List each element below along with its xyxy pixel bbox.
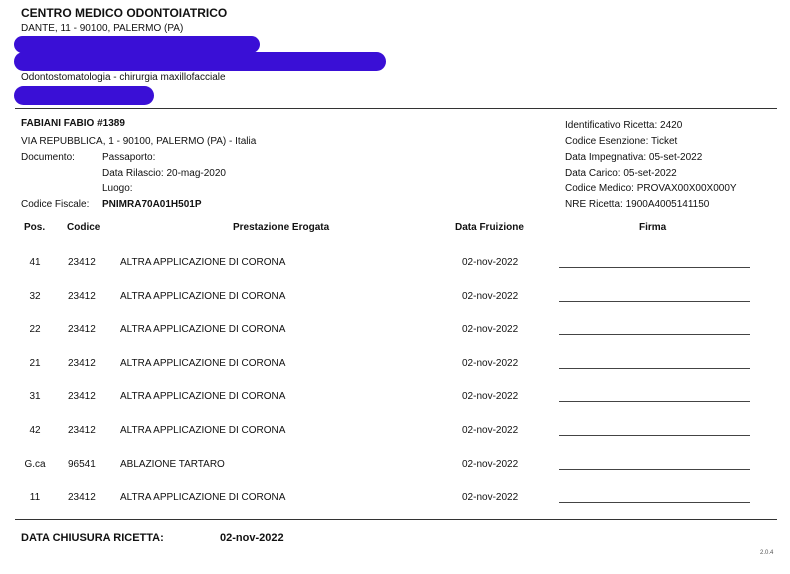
row-pos: 32 xyxy=(29,291,41,302)
row-date: 02-nov-2022 xyxy=(462,291,519,302)
table-row xyxy=(0,492,790,508)
date-issued: Data Impegnativa: 05-set-2022 xyxy=(565,152,703,163)
clinic-specialty: Odontostomatologia - chirurgia maxillofacciale xyxy=(21,72,226,83)
clinic-name: CENTRO MEDICO ODONTOIATRICO xyxy=(21,6,228,20)
table-row xyxy=(0,425,790,441)
row-code: 96541 xyxy=(68,459,96,470)
closing-label: DATA CHIUSURA RICETTA: xyxy=(21,532,164,544)
patient-address: VIA REPUBBLICA, 1 - 90100, PALERMO (PA) - Italia xyxy=(21,136,257,147)
row-service: ALTRA APPLICAZIONE DI CORONA xyxy=(120,291,286,302)
redaction-mark xyxy=(14,52,386,71)
signature-line xyxy=(559,334,750,335)
signature-line xyxy=(559,368,750,369)
col-header-pos: Pos. xyxy=(24,222,46,233)
table-row xyxy=(0,324,790,340)
version-label: 2.0.4 xyxy=(760,550,774,556)
row-service: ALTRA APPLICAZIONE DI CORONA xyxy=(120,324,286,335)
doctor-code: Codice Medico: PROVAX00X00X000Y xyxy=(565,183,737,194)
prescription-id: Identificativo Ricetta: 2420 xyxy=(565,120,683,131)
row-pos: 42 xyxy=(29,425,41,436)
signature-line xyxy=(559,301,750,302)
signature-line xyxy=(559,267,750,268)
signature-line xyxy=(559,502,750,503)
row-service: ALTRA APPLICAZIONE DI CORONA xyxy=(120,425,286,436)
redaction-mark xyxy=(14,36,260,53)
signature-line xyxy=(559,401,750,402)
table-row xyxy=(0,391,790,407)
redaction-mark xyxy=(14,86,154,105)
col-header-code: Codice xyxy=(67,222,101,233)
row-date: 02-nov-2022 xyxy=(462,391,519,402)
row-pos: 41 xyxy=(29,257,41,268)
document-label: Documento: xyxy=(21,152,75,163)
document-place: Luogo: xyxy=(102,183,133,194)
row-code: 23412 xyxy=(68,324,96,335)
row-code: 23412 xyxy=(68,391,96,402)
col-header-date: Data Fruizione xyxy=(455,222,524,233)
fiscal-code: PNIMRA70A01H501P xyxy=(102,199,202,210)
row-code: 23412 xyxy=(68,358,96,369)
row-code: 23412 xyxy=(68,257,96,268)
row-service: ABLAZIONE TARTARO xyxy=(120,459,225,470)
row-date: 02-nov-2022 xyxy=(462,459,519,470)
table-row xyxy=(0,257,790,273)
table-row xyxy=(0,291,790,307)
row-service: ALTRA APPLICAZIONE DI CORONA xyxy=(120,391,286,402)
row-pos: 21 xyxy=(29,358,41,369)
nre-code: NRE Ricetta: 1900A4005141150 xyxy=(565,199,710,210)
footer-divider xyxy=(15,519,777,520)
exemption-code: Codice Esenzione: Ticket xyxy=(565,136,678,147)
row-code: 23412 xyxy=(68,492,96,503)
fiscal-code-label: Codice Fiscale: xyxy=(21,199,90,210)
row-date: 02-nov-2022 xyxy=(462,358,519,369)
row-service: ALTRA APPLICAZIONE DI CORONA xyxy=(120,492,286,503)
row-date: 02-nov-2022 xyxy=(462,425,519,436)
table-row xyxy=(0,358,790,374)
row-pos: 11 xyxy=(29,492,41,503)
document-issue-date: Data Rilascio: 20-mag-2020 xyxy=(102,168,226,179)
row-pos: 22 xyxy=(29,324,41,335)
row-service: ALTRA APPLICAZIONE DI CORONA xyxy=(120,257,286,268)
table-row xyxy=(0,459,790,475)
closing-date: 02-nov-2022 xyxy=(220,532,284,544)
document-type: Passaporto: xyxy=(102,152,156,163)
row-date: 02-nov-2022 xyxy=(462,324,519,335)
row-date: 02-nov-2022 xyxy=(462,492,519,503)
row-pos: G.ca xyxy=(24,459,46,470)
signature-line xyxy=(559,435,750,436)
row-date: 02-nov-2022 xyxy=(462,257,519,268)
date-loaded: Data Carico: 05-set-2022 xyxy=(565,168,677,179)
row-pos: 31 xyxy=(29,391,41,402)
signature-line xyxy=(559,469,750,470)
col-header-service: Prestazione Erogata xyxy=(233,222,330,233)
patient-name: FABIANI FABIO #1389 xyxy=(21,118,125,129)
header-divider xyxy=(15,108,777,109)
row-service: ALTRA APPLICAZIONE DI CORONA xyxy=(120,358,286,369)
row-code: 23412 xyxy=(68,291,96,302)
col-header-signature: Firma xyxy=(639,222,667,233)
clinic-address: DANTE, 11 - 90100, PALERMO (PA) xyxy=(21,23,184,34)
row-code: 23412 xyxy=(68,425,96,436)
